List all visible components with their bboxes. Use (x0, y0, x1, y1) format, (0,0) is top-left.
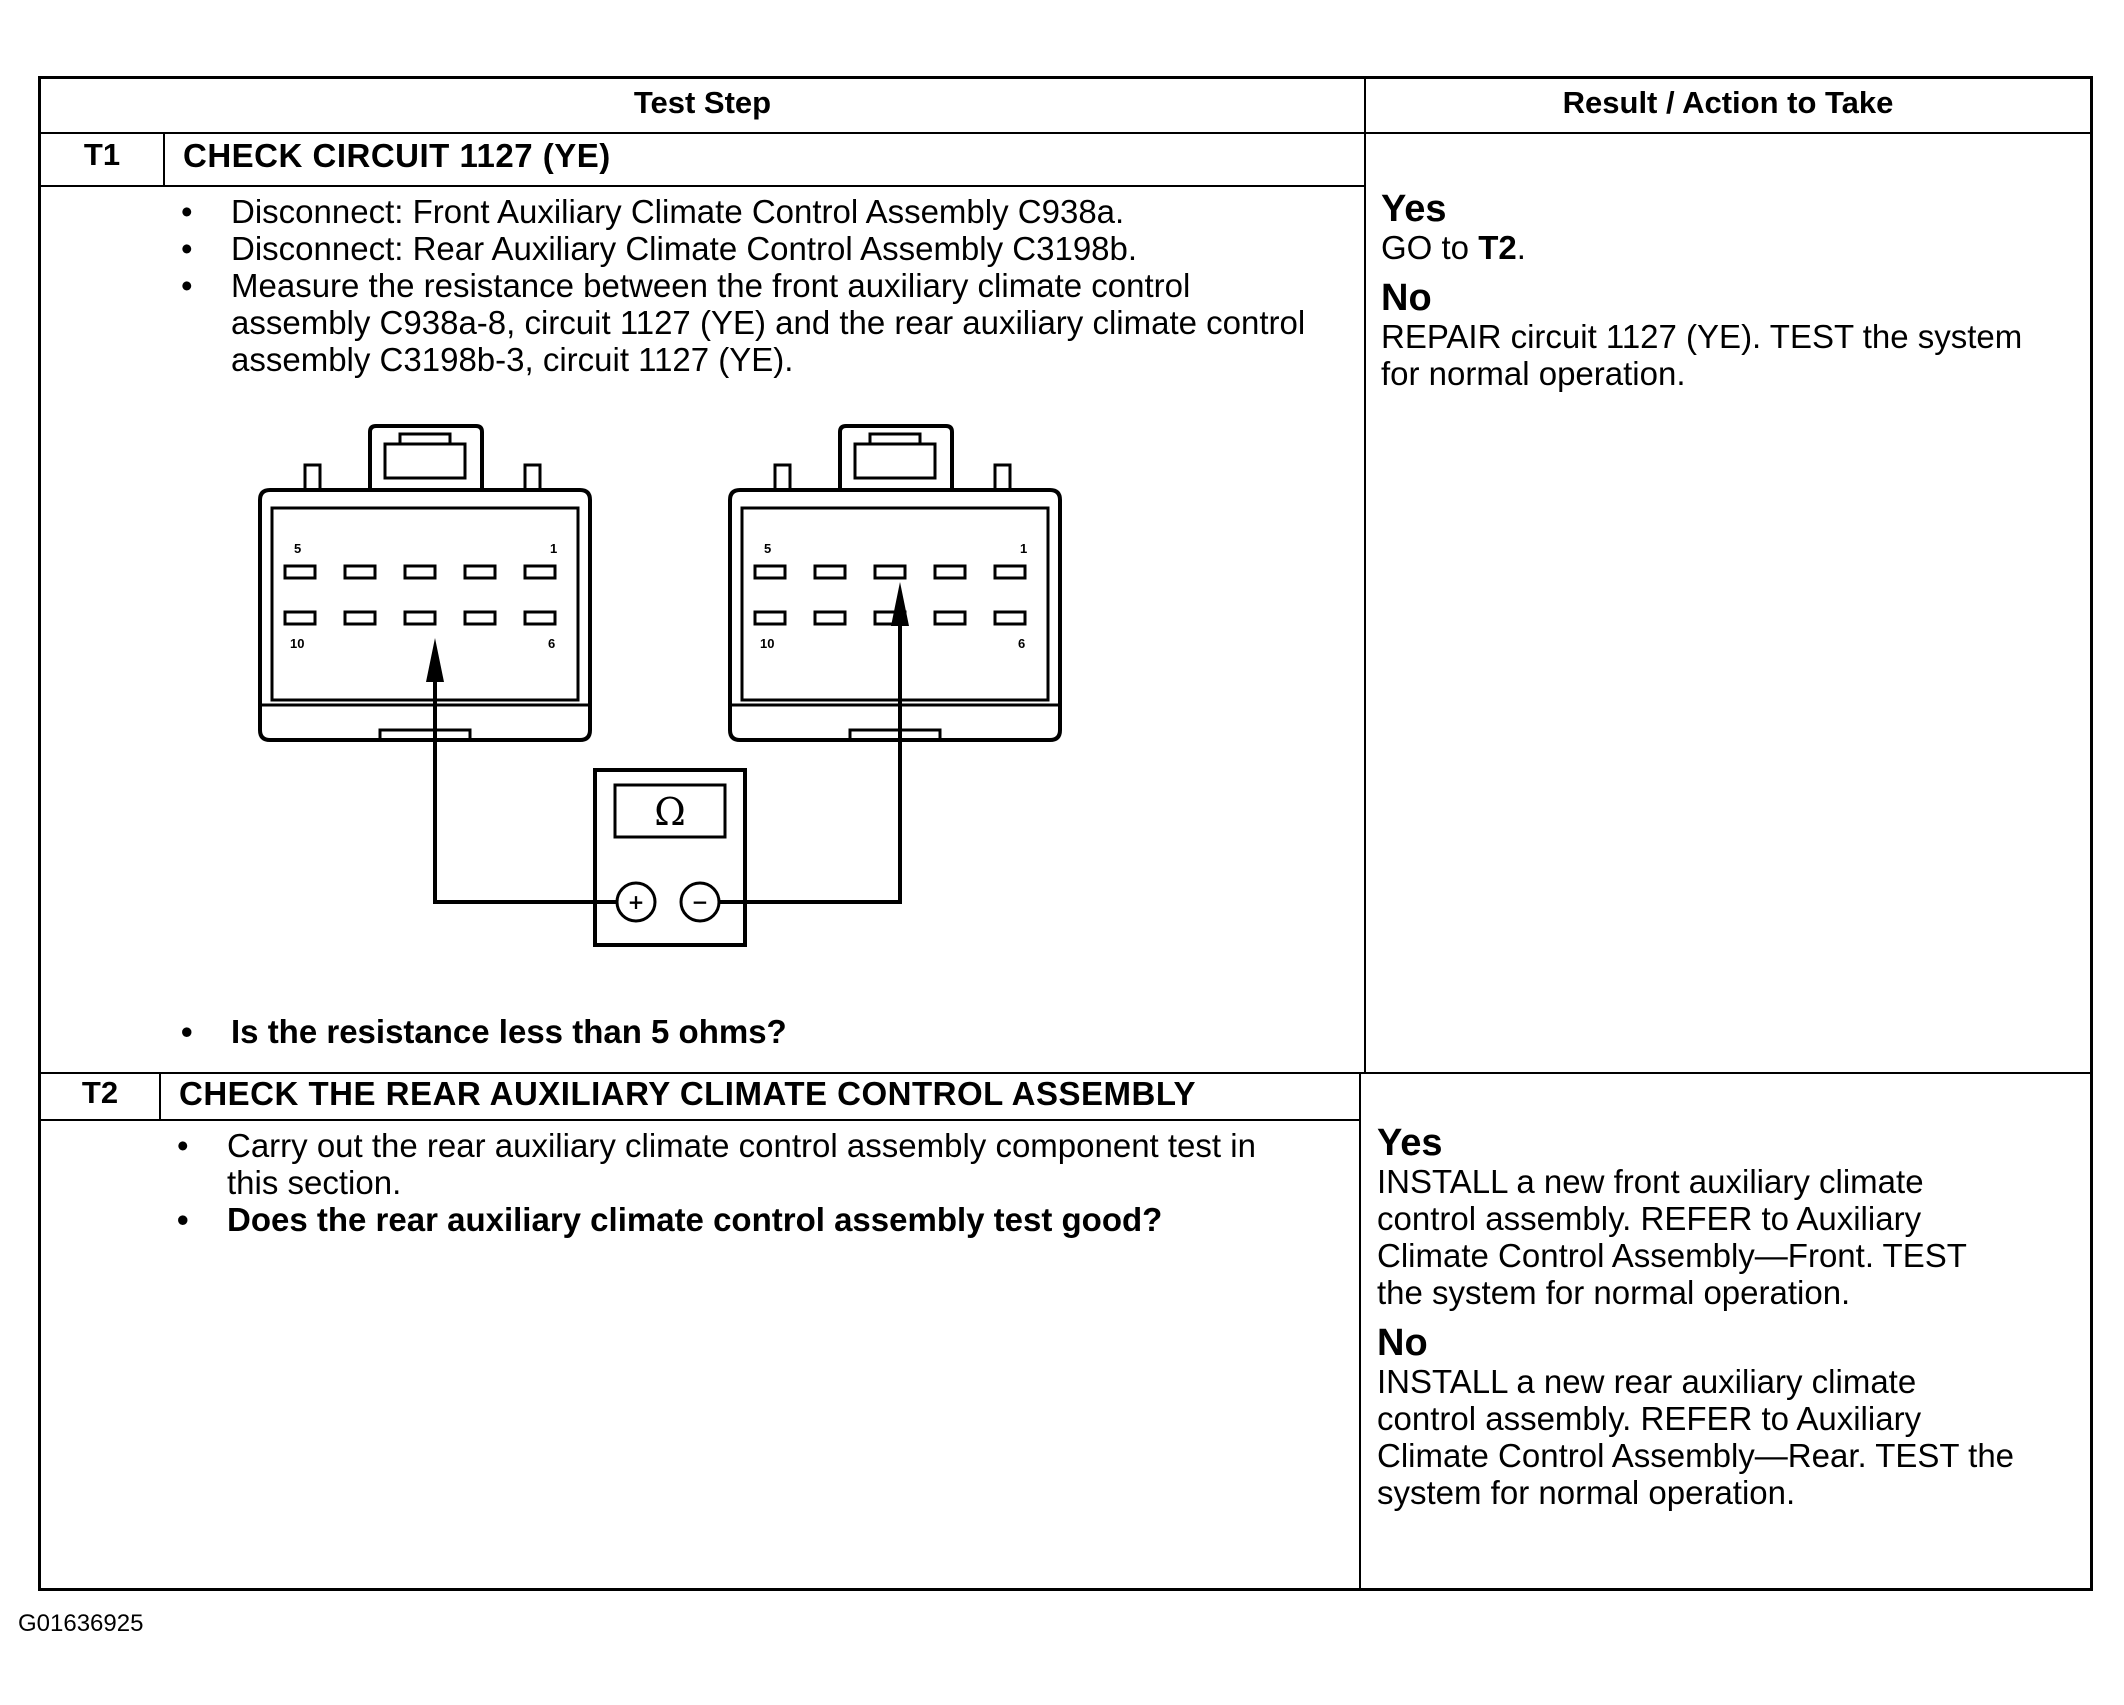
t1-question: • Is the resistance less than 5 ohms? (173, 1013, 1323, 1050)
t1-question-list (173, 1013, 1323, 1050)
header-test-step: Test Step (633, 85, 772, 120)
t1-yes-link: T2 (1478, 229, 1517, 266)
list-item: • Carry out the rear auxiliary climate control assembly component test in this section. (169, 1127, 1319, 1201)
rear-pin-10: 10 (760, 636, 775, 651)
t1-yes-text-pre: GO to (1381, 229, 1479, 266)
t1-id-divider (163, 132, 165, 185)
rear-pin-6: 6 (1018, 636, 1026, 651)
t2-yes-label: Yes (1377, 1122, 1443, 1164)
t2-id-divider (159, 1072, 161, 1119)
step-title-t2: CHECK THE REAR AUXILIARY CLIMATE CONTROL ASSEMBLY (179, 1075, 1196, 1112)
rear-pin-1: 1 (1020, 541, 1028, 556)
step-id-t2: T2 (81, 1075, 119, 1110)
t1-no-text: REPAIR circuit 1127 (YE). TEST the system for normal operation. (1381, 318, 2023, 392)
front-connector (260, 426, 590, 740)
front-pin-1: 1 (550, 541, 558, 556)
header-divider (41, 132, 2090, 134)
t1-title-underline (41, 185, 1364, 187)
step-id-t1: T1 (83, 137, 121, 172)
t2-row-divider (41, 1072, 2090, 1074)
t2-bullet-list (169, 1127, 1319, 1238)
column-divider-bottom (1359, 1072, 1361, 1589)
header-result-action: Result / Action to Take (1562, 85, 1894, 120)
list-item: • Measure the resistance between the front auxiliary climate control assembly C938a-8, circuit 1127 (YE) and the rear auxiliary climate control assembly C3198b-3, circuit 1127 (YE). (173, 267, 1323, 378)
front-pin-6: 6 (548, 636, 556, 651)
t1-bullet-list (173, 193, 1323, 378)
step-title-t1: CHECK CIRCUIT 1127 (YE) (183, 137, 611, 174)
list-item: • Disconnect: Rear Auxiliary Climate Control Assembly C3198b. (173, 230, 1323, 267)
t2-result (1377, 1123, 2067, 1523)
t2-question: • Does the rear auxiliary climate control assembly test good? (169, 1201, 1319, 1238)
probe-arrow-front (426, 638, 444, 682)
t2-no-label: No (1377, 1322, 1428, 1364)
probe-arrow-rear (891, 582, 909, 626)
t1-yes-label: Yes (1381, 188, 1447, 230)
rear-connector (730, 426, 1060, 740)
figure-id: G01636925 (18, 1610, 144, 1637)
ohm-symbol: Ω (654, 790, 686, 834)
list-item: • Disconnect: Front Auxiliary Climate Control Assembly C938a. (173, 193, 1323, 230)
t2-no-text: INSTALL a new rear auxiliary climate control assembly. REFER to Auxiliary Climate Control Assembly—Rear. TEST the system for normal operation. (1377, 1363, 2015, 1511)
plus-terminal: + (627, 890, 645, 914)
t2-yes-text: INSTALL a new front auxiliary climate control assembly. REFER to Auxiliary Climate Control Assembly—Front. TEST the system for normal operation. (1377, 1163, 1967, 1311)
t1-result (1381, 189, 2071, 404)
t2-title-underline (41, 1119, 1359, 1121)
t1-no-label: No (1381, 277, 1432, 319)
front-pin-10: 10 (290, 636, 305, 651)
t1-yes-text-post: . (1516, 229, 1526, 266)
minus-terminal: − (691, 890, 709, 914)
front-pin-5: 5 (294, 541, 302, 556)
rear-pin-5: 5 (764, 541, 772, 556)
column-divider-top (1364, 79, 1366, 1072)
t1-yes-text (1381, 229, 2071, 266)
connector-diagram (250, 420, 1100, 960)
